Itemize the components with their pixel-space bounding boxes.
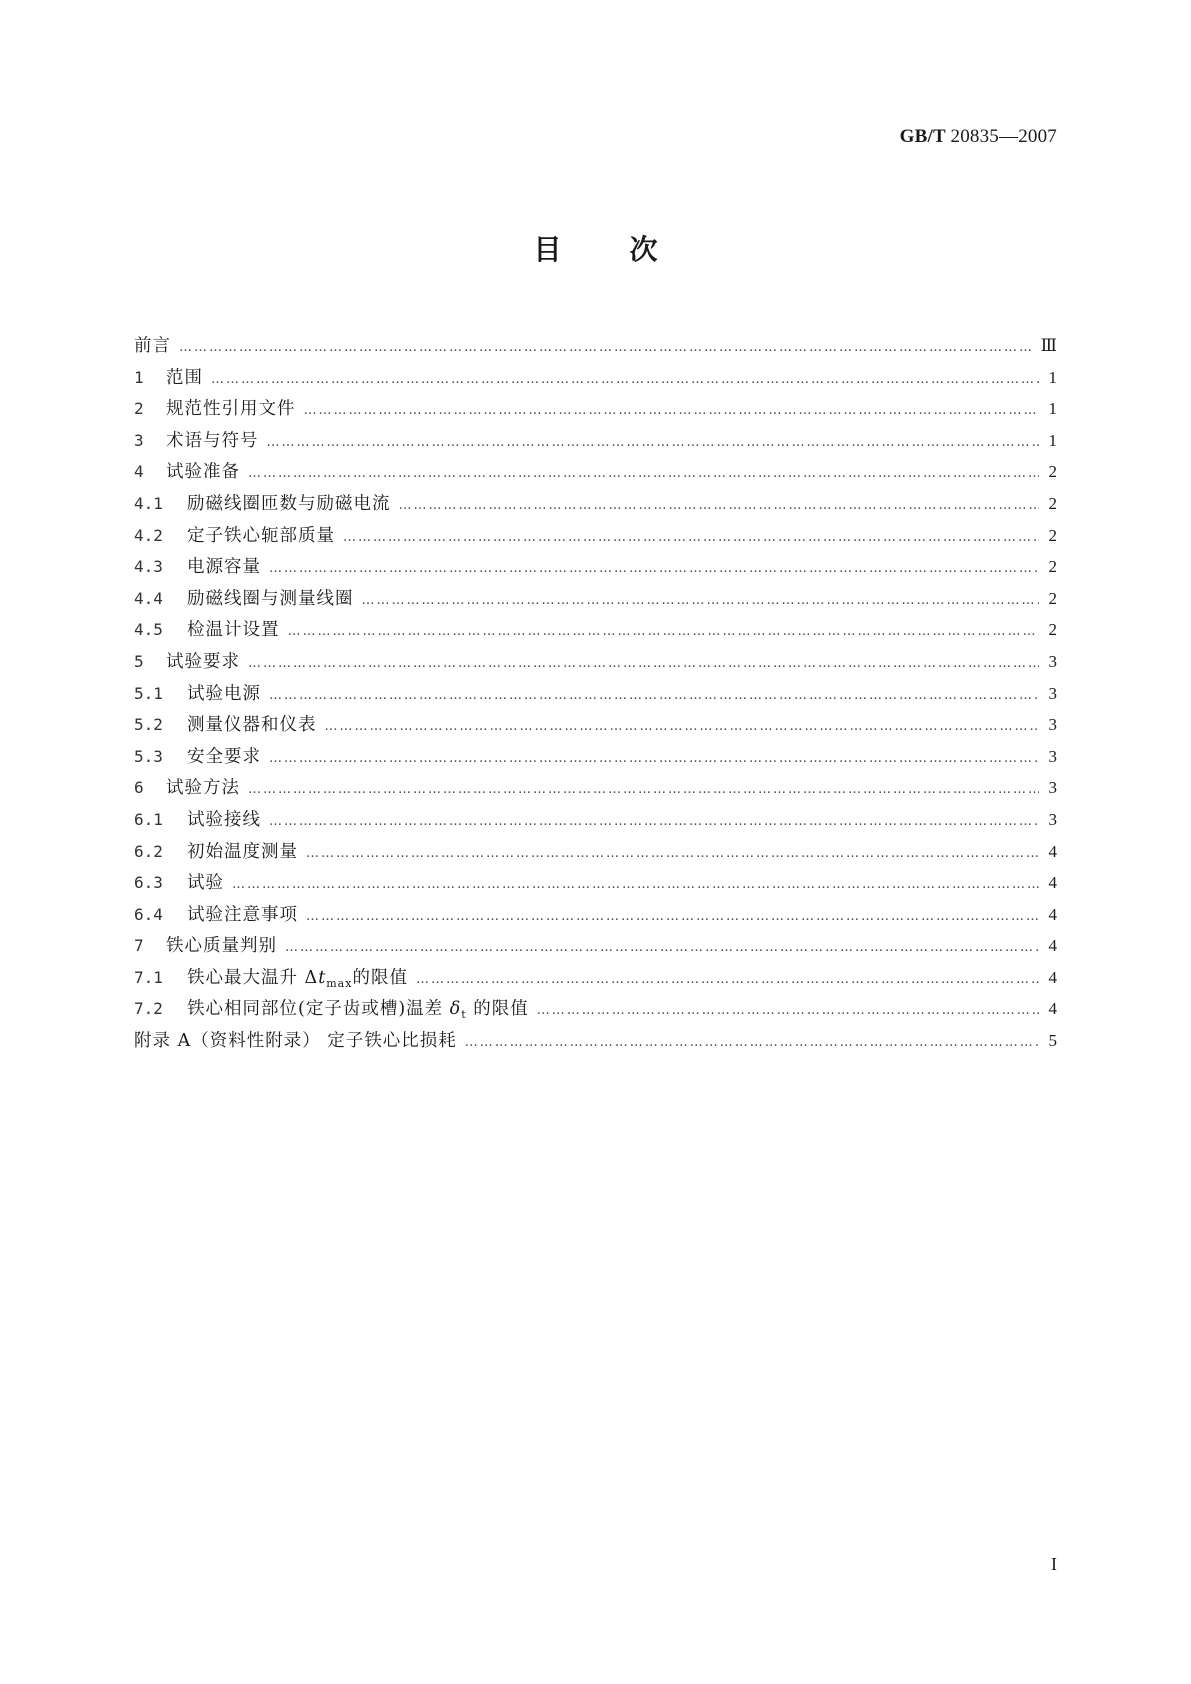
toc-entry-number: 2 [134,399,144,419]
toc-entry-page: 3 [1048,809,1057,829]
toc-entry[interactable] [134,1025,1057,1057]
toc-entry-number: 5 [134,651,144,671]
toc-entry-page: 2 [1048,493,1057,513]
toc-entry-page: 3 [1048,683,1057,703]
toc-entry[interactable] [134,867,1057,899]
toc-entry-label: 试验要求 [166,651,240,672]
page-title [0,228,1191,268]
toc-leader-dots [285,932,1039,964]
toc-entry-label: 前言 [134,336,171,356]
toc-leader-dots [248,648,1039,680]
toc-entry[interactable] [134,646,1057,678]
toc-entry[interactable] [134,551,1057,583]
toc-entry[interactable] [134,456,1057,488]
toc-entry-label: 术语与符号 [166,430,259,451]
toc-entry-label: 励磁线圈与测量线圈 [187,588,354,609]
toc-leader-dots [179,332,1033,364]
title-char-2: 次 [629,233,658,266]
toc-entry-label: 检温计设置 [187,620,280,641]
toc-entry-number: 4.2 [134,525,163,545]
toc-entry-label: 试验方法 [166,778,240,799]
toc-entry-label: 安全要求 [187,746,261,767]
toc-entry-page: 3 [1048,778,1057,798]
toc-entry-number: 6.1 [134,809,163,829]
toc-leader-dots [304,395,1040,427]
toc-entry[interactable] [134,772,1057,804]
toc-entry-number: 4.3 [134,557,163,577]
toc-leader-dots [537,995,1039,1027]
toc-entry-number: 4 [134,462,144,482]
toc-entry-symbol: δ [449,999,462,1020]
toc-leader-dots [267,427,1040,459]
toc-entry-page: 1 [1048,367,1057,387]
title-char-1: 目 [533,233,562,266]
toc-entry-page: 2 [1048,557,1057,577]
toc-entry[interactable] [134,836,1057,868]
toc-entry-label: 附录 A（资料性附录） 定子铁心比损耗 [134,1031,457,1052]
toc-entry-page: 4 [1048,967,1057,987]
toc-entry-label: 试验准备 [166,462,240,483]
toc-entry-label: 测量仪器和仪表 [187,715,317,736]
toc-entry-number: 6.2 [134,841,163,861]
toc-entry-number: 3 [134,430,144,450]
toc-leader-dots [306,901,1039,933]
toc-entry-page: Ⅲ [1040,336,1057,355]
toc-entry-page: 3 [1048,651,1057,671]
toc-leader-dots [399,490,1040,522]
toc-entry-symbol-subscript: max [326,976,353,990]
toc-leader-dots [232,869,1039,901]
toc-leader-dots [269,680,1039,712]
toc-entry[interactable] [134,425,1057,457]
toc-entry[interactable] [134,709,1057,741]
toc-entry-symbol-subscript: t [461,1008,467,1022]
toc-entry-label: 试验注意事项 [187,904,298,925]
toc-entry-number: 7.2 [134,999,163,1019]
toc-entry[interactable] [134,330,1057,362]
toc-entry-page: 1 [1048,399,1057,419]
toc-entry-label-text: 铁心最大温升 Δ [187,967,319,988]
toc-entry-page: 3 [1048,715,1057,735]
toc-entry[interactable] [134,520,1057,552]
toc-entry[interactable] [134,583,1057,615]
standard-prefix: GB/T [899,126,946,147]
toc-entry-page: 4 [1048,999,1057,1019]
toc-entry-number: 6 [134,778,144,798]
page-number: I [1051,1554,1057,1574]
toc-leader-dots [362,585,1040,617]
toc-entry-page: 4 [1048,841,1057,861]
toc-entry-label: 范围 [166,367,203,388]
toc-entry-symbol: t [318,967,327,988]
toc-entry-number: 5.2 [134,715,163,735]
toc-entry-label-text: 铁心相同部位(定子齿或槽)温差 [187,999,450,1020]
toc-entry[interactable] [134,899,1057,931]
toc-entry-label-suffix: 的限值 [466,999,529,1020]
standard-code [900,126,1057,148]
toc-entry-number: 1 [134,367,144,387]
toc-entry-page: 2 [1048,620,1057,640]
toc-entry[interactable] [134,393,1057,425]
toc-entry-page: 5 [1048,1031,1057,1051]
toc-entry[interactable] [134,962,1057,994]
toc-entry-label: 试验电源 [187,683,261,704]
toc-entry-number: 4.4 [134,588,163,608]
table-of-contents [134,330,1057,1057]
toc-entry-number: 6.4 [134,904,163,924]
toc-entry-page: 1 [1048,430,1057,450]
toc-entry-number: 5.1 [134,683,163,703]
toc-leader-dots [288,616,1040,648]
toc-entry-number: 6.3 [134,873,163,893]
toc-leader-dots [306,838,1039,870]
toc-entry[interactable] [134,804,1057,836]
toc-leader-dots [248,774,1039,806]
toc-leader-dots [269,806,1039,838]
toc-leader-dots [465,1027,1039,1059]
toc-entry[interactable] [134,678,1057,710]
toc-entry-label-suffix: 的限值 [352,967,408,988]
toc-entry-page: 2 [1048,462,1057,482]
toc-entry[interactable] [134,930,1057,962]
toc-leader-dots [269,553,1039,585]
toc-entry-page: 2 [1048,588,1057,608]
toc-entry-page: 2 [1048,525,1057,545]
toc-entry[interactable] [134,362,1057,394]
toc-leader-dots [248,458,1039,490]
toc-entry-page: 4 [1048,904,1057,924]
toc-leader-dots [416,964,1039,996]
toc-entry-label: 初始温度测量 [187,841,298,862]
toc-leader-dots [211,364,1039,396]
toc-entry-label: 励磁线圈匝数与励磁电流 [187,493,391,514]
toc-entry-number: 5.3 [134,746,163,766]
standard-year: —2007 [999,126,1057,147]
toc-entry-label: 铁心质量判别 [166,936,277,957]
toc-entry-label: 定子铁心轭部质量 [187,525,335,546]
toc-entry[interactable] [134,488,1057,520]
standard-number: 20835 [950,126,999,147]
toc-entry[interactable] [134,614,1057,646]
toc-entry-number: 7 [134,936,144,956]
toc-entry[interactable] [134,993,1057,1025]
toc-entry-page: 3 [1048,746,1057,766]
toc-entry-page: 4 [1048,936,1057,956]
toc-leader-dots [343,522,1039,554]
toc-entry-number: 4.5 [134,620,163,640]
toc-entry-number: 7.1 [134,967,163,987]
toc-leader-dots [269,743,1039,775]
toc-entry-label: 电源容量 [187,557,261,578]
toc-entry[interactable] [134,741,1057,773]
toc-entry-label: 试验接线 [187,809,261,830]
toc-entry-label: 规范性引用文件 [166,399,296,420]
toc-entry-label: 试验 [187,873,224,894]
toc-entry-number: 4.1 [134,493,163,513]
toc-leader-dots [325,711,1040,743]
toc-entry-page: 4 [1048,873,1057,893]
